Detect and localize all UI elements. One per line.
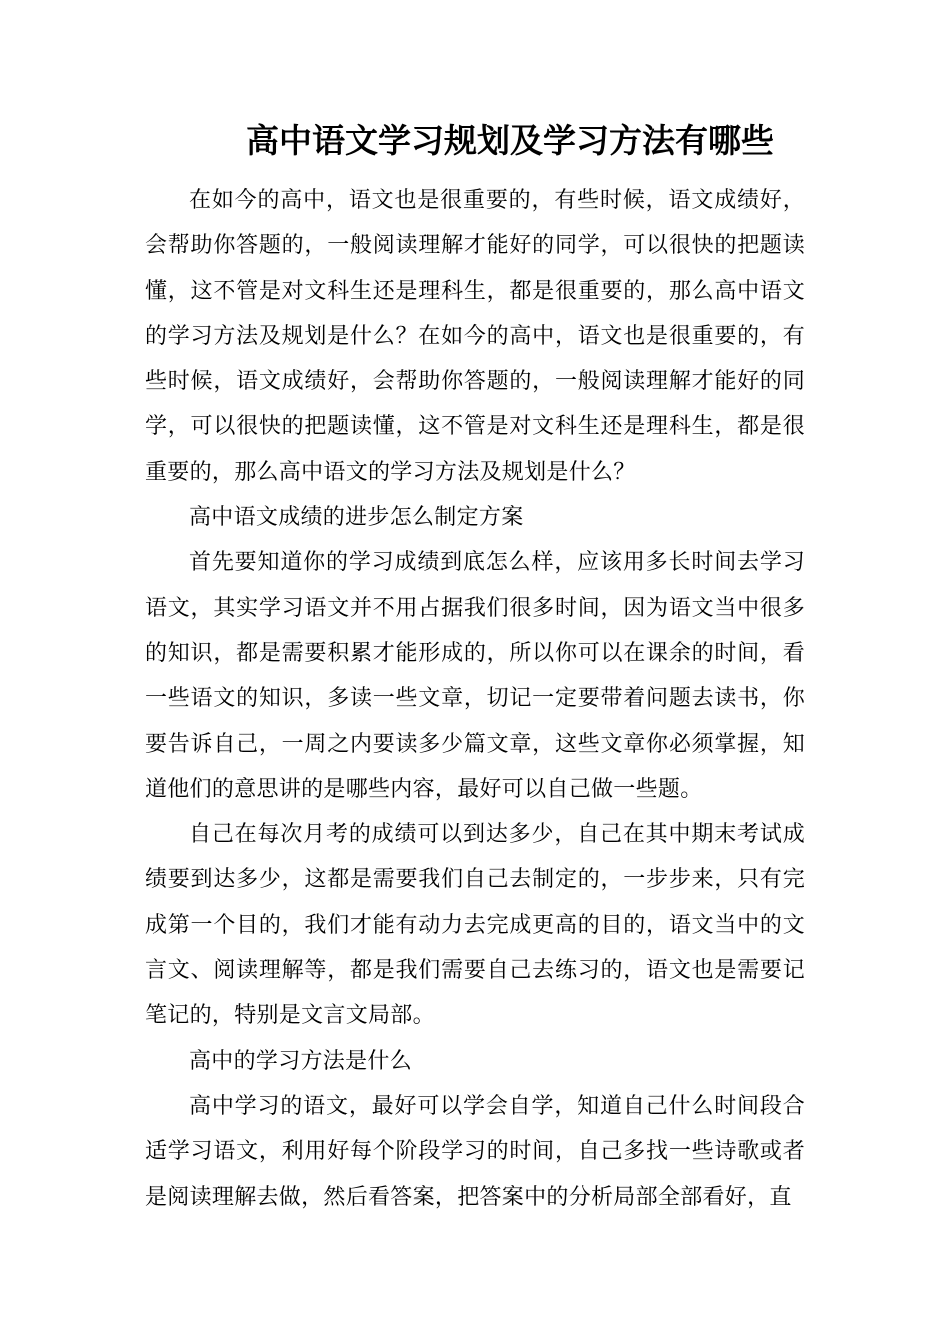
document-title: 高中语文学习规划及学习方法有哪些: [246, 121, 774, 160]
section-heading-plan: 高中语文成绩的进步怎么制定方案: [189, 505, 524, 531]
paragraph-intro: 在如今的高中，语文也是很重要的，有些时候，语文成绩好，会帮助你答题的，一般阅读理解才能好的同学，可以很快的把题读懂，这不管是对文科生还是理科生，都是很重要的，那么高中语文的学习方法及规划是什么？在如今的高中，语文也是很重要的，有些时候，语文成绩好，会帮助你答题的，一般阅读理解才能好的同学，可以很快的把题读懂，这不管是对文科生还是理科生，都是很重要的，那么高中语文的学习方法及规划是什么？: [145, 188, 805, 485]
section-heading-method: 高中的学习方法是什么: [189, 1048, 413, 1074]
document-body: [145, 178, 805, 1220]
paragraph-plan-2: 自己在每次月考的成绩可以到达多少，自己在其中期末考试成绩要到达多少，这都是需要我们自己去制定的，一步步来，只有完成第一个目的，我们才能有动力去完成更高的目的，语文当中的文言文、阅读理解等，都是我们需要自己去练习的，语文也是需要记笔记的，特别是文言文局部。: [145, 822, 805, 1029]
paragraph-plan-1: 首先要知道你的学习成绩到底怎么样，应该用多长时间去学习语文，其实学习语文并不用占据我们很多时间，因为语文当中很多的知识，都是需要积累才能形成的，所以你可以在课余的时间，看一些语文的知识，多读一些文章，切记一定要带着问题去读书，你要告诉自己，一周之内要读多少篇文章，这些文章你必须掌握，知道他们的意思讲的是哪些内容，最好可以自己做一些题。: [145, 550, 805, 802]
paragraph-method-1: 高中学习的语文，最好可以学会自学，知道自己什么时间段合适学习语文，利用好每个阶段学习的时间，自己多找一些诗歌或者是阅读理解去做，然后看答案，把答案中的分析局部全部看好，直: [145, 1093, 805, 1210]
